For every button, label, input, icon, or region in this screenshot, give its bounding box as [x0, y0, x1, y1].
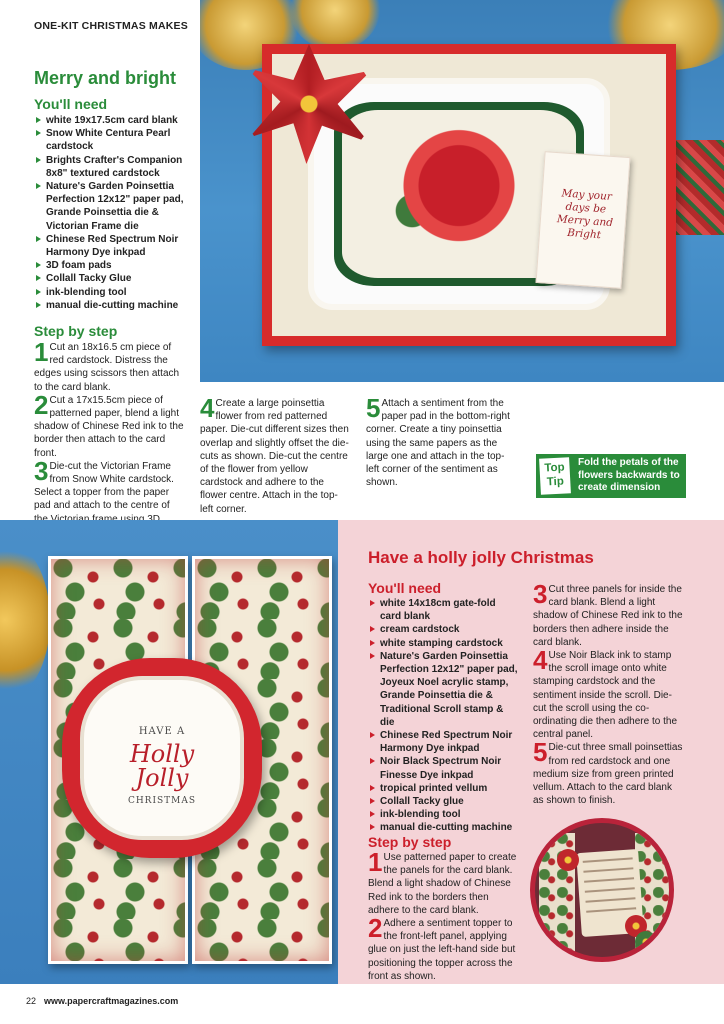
holly-jolly-card-photo	[0, 520, 338, 984]
project1-you-need-heading: You'll need	[34, 96, 108, 112]
list-item: white stamping cardstock	[368, 637, 518, 650]
step-5: 5 Die-cut three small poinsettias from red cardstock and one medium size from green printed vellum. Attach to the card blank as shown to finish.	[533, 737, 683, 807]
merry-bright-card-photo	[200, 0, 724, 382]
list-item: Collall Tacky Glue	[34, 272, 184, 285]
step-4: 4 Use Noir Black ink to stamp the scroll image onto white stamping cardstock and the sentiment inside the scroll. Die-cut the scroll using the co-ordinating die then adhere to the central panel.	[533, 645, 677, 741]
inside-card-photo	[530, 818, 674, 962]
project1-steps-col2	[200, 393, 350, 516]
list-item: Chinese Red Spectrum Noir Harmony Dye inkpad	[368, 729, 518, 755]
list-item: Nature's Garden Poinsettia Perfection 12x12" paper pad, Grande Poinsettia die & Victorian Frame die	[34, 180, 184, 233]
top-tip-badge: Top Tip	[539, 457, 571, 495]
list-item: Chinese Red Spectrum Noir Harmony Dye inkpad	[34, 233, 184, 259]
list-item: cream cardstock	[368, 623, 518, 636]
project2-you-need-heading: You'll need	[368, 580, 442, 596]
step-3: 3 Cut three panels for inside the card blank. Blend a light shadow of Chinese Red ink to the borders then adhere inside the card blank.	[533, 579, 683, 648]
step-1: 1 Use patterned paper to create the panels for the card blank. Blend a light shadow of Chinese Red ink to the borders then adhere to the card blank.	[368, 847, 517, 916]
list-item: Nature's Garden Poinsettia Perfection 12x12" paper pad, Joyeux Noel acrylic stamp, Grande Poinsettia die & Traditional Scroll stamp & die	[368, 650, 518, 729]
top-tip-box	[536, 454, 686, 498]
top-tip-text: Fold the petals of the flowers backwards to create dimension	[578, 457, 680, 494]
list-item: Collall Tacky glue	[368, 795, 518, 808]
project1-steps-col3	[366, 393, 516, 489]
step-2: 2 Adhere a sentiment topper to the front-left panel, applying glue on just the left-hand side but positioning the topper across the front as shown.	[368, 913, 516, 982]
project2-materials-list	[368, 597, 518, 835]
list-item: Noir Black Spectrum Noir Finesse Dye inkpad	[368, 755, 518, 781]
step-1: 1 Cut an 18x16.5 cm piece of red cardstock. Distress the edges using scissors then attach to the card blank.	[34, 337, 180, 393]
list-item: white 14x18cm gate-fold card blank	[368, 597, 518, 623]
section-label: ONE-KIT CHRISTMAS MAKES	[34, 20, 188, 32]
project2-title: Have a holly jolly Christmas	[368, 548, 594, 567]
list-item: white 19x17.5cm card blank	[34, 114, 184, 127]
list-item: 3D foam pads	[34, 259, 184, 272]
step-3: 3 Die-cut the Victorian Frame from Snow White cardstock. Select a topper from the paper pad and attach to the centre of	[34, 455, 174, 512]
step-5: 5 Attach a sentiment from the paper pad in the bottom-right corner. Create a tiny poinsettia using the same papers as the large one and attach in the top-left corner of the sentiment as shown.	[366, 393, 510, 489]
list-item: ink-blending tool	[368, 808, 518, 821]
page-footer	[26, 996, 178, 1006]
project2-steps-col2	[533, 579, 683, 807]
footer-website: www.papercraftmagazines.com	[44, 996, 179, 1006]
project2-steps-heading: Step by step	[368, 834, 452, 850]
sentiment-tag: May your days be Merry and Bright	[536, 151, 631, 289]
list-item: manual die-cutting machine	[368, 821, 518, 834]
list-item: ink-blending tool	[34, 286, 184, 299]
page-number: 22	[26, 996, 37, 1006]
project1-steps-heading: Step by step	[34, 323, 118, 339]
list-item: Brights Crafter's Companion 8x8" textured cardstock	[34, 154, 184, 180]
list-item: Snow White Centura Pearl cardstock	[34, 127, 184, 153]
project1-materials-list	[34, 114, 184, 312]
project2-steps-col1	[368, 847, 518, 983]
sentiment-topper: HAVE A Holly Jolly CHRISTMAS	[62, 658, 262, 858]
list-item: tropical printed vellum	[368, 782, 518, 795]
step-2: 2 Cut a 17x15.5cm piece of patterned paper, blend a light shadow of Chinese Red ink to the border then attach to the card front.	[34, 389, 184, 459]
project1-title: Merry and bright	[34, 68, 177, 88]
step-4: 4 Create a large poinsettia flower from red patterned paper. Die-cut different sizes then overlap and slightly offset the die-cuts as shown. Die-cut the centre of the flower from yellow cardstock and adhere to the flower centre. Attach in the top-left corner.	[200, 393, 349, 515]
list-item: manual die-cutting machine	[34, 299, 184, 312]
